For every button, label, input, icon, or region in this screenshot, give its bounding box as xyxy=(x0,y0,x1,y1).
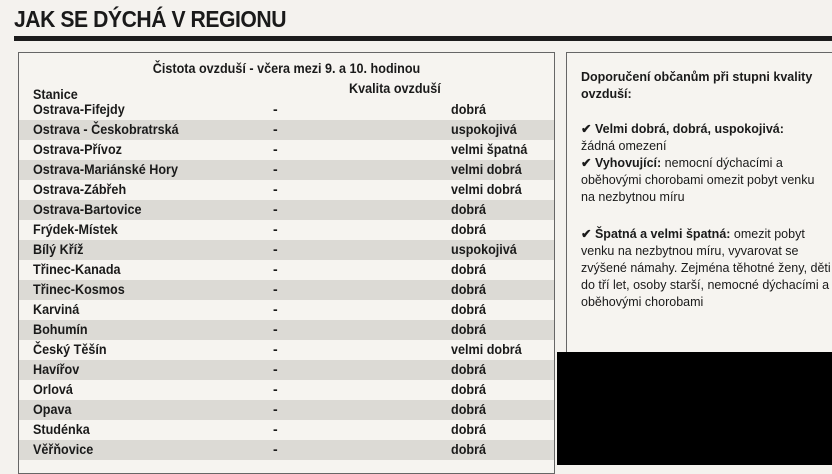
quality-value: velmi špatná xyxy=(451,141,528,157)
row-dash: - xyxy=(273,301,278,317)
recommendation-label: Špatná a velmi špatná: xyxy=(594,227,731,241)
quality-value: dobrá xyxy=(451,301,487,317)
quality-value: dobrá xyxy=(451,281,487,297)
station-name: Třinec-Kanada xyxy=(33,261,121,277)
quality-value: dobrá xyxy=(451,201,487,217)
recommendation-satisfactory xyxy=(581,155,831,206)
table-row xyxy=(19,220,554,240)
table-row xyxy=(19,140,554,160)
table-row xyxy=(19,340,554,360)
row-dash: - xyxy=(273,421,278,437)
station-name: Ostrava - Českobratrská xyxy=(33,121,179,137)
check-icon: ✔ xyxy=(581,122,592,136)
row-dash: - xyxy=(273,401,278,417)
quality-value: velmi dobrá xyxy=(451,161,522,177)
row-dash: - xyxy=(273,341,278,357)
row-dash: - xyxy=(273,281,278,297)
quality-value: dobrá xyxy=(451,401,487,417)
station-name: Ostrava-Mariánské Hory xyxy=(33,161,178,177)
recommendation-bad xyxy=(581,226,831,311)
quality-value: velmi dobrá xyxy=(451,341,522,357)
row-dash: - xyxy=(273,121,278,137)
row-dash: - xyxy=(273,101,278,117)
row-dash: - xyxy=(273,181,278,197)
quality-value: dobrá xyxy=(451,421,487,437)
row-dash: - xyxy=(273,221,278,237)
quality-value: dobrá xyxy=(451,441,487,457)
station-name: Český Těšín xyxy=(33,341,107,357)
quality-value: dobrá xyxy=(451,261,487,277)
station-name: Třinec-Kosmos xyxy=(33,281,125,297)
quality-value: dobrá xyxy=(451,381,487,397)
station-name: Bílý Kříž xyxy=(33,241,84,257)
row-dash: - xyxy=(273,161,278,177)
station-name: Ostrava-Bartovice xyxy=(33,201,142,217)
recommendation-label: Velmi dobrá, dobrá, uspokojivá: xyxy=(594,122,784,136)
recommendations-box xyxy=(566,52,832,353)
row-dash: - xyxy=(273,201,278,217)
table-row xyxy=(19,400,554,420)
station-name: Studénka xyxy=(33,421,90,437)
table-row xyxy=(19,420,554,440)
table-row xyxy=(19,240,554,260)
station-name: Ostrava-Přívoz xyxy=(33,141,122,157)
recommendation-label: Vyhovující: xyxy=(594,156,662,170)
table-row xyxy=(19,180,554,200)
recommendation-text: omezit pobyt venku na nezbytnou míru, vyvarovat se zvýšené námahy. Zejména těhotné ženy, děti do tří let, osoby starší, nemocné dýchacími a oběhovými chorobami xyxy=(581,227,831,309)
row-dash: - xyxy=(273,141,278,157)
headline-rule xyxy=(14,36,832,41)
station-name: Karviná xyxy=(33,301,80,317)
table-row xyxy=(19,380,554,400)
headline: JAK SE DÝCHÁ V REGIONU xyxy=(14,6,287,32)
check-icon: ✔ xyxy=(581,156,592,170)
quality-value: velmi dobrá xyxy=(451,181,522,197)
table-row xyxy=(19,200,554,220)
quality-value: dobrá xyxy=(451,361,487,377)
check-icon: ✔ xyxy=(581,227,592,241)
row-dash: - xyxy=(273,241,278,257)
quality-value: dobrá xyxy=(451,321,487,337)
redacted-area xyxy=(557,352,832,465)
station-name: Frýdek-Místek xyxy=(33,221,118,237)
table-row xyxy=(19,120,554,140)
table-row xyxy=(19,280,554,300)
station-name: Bohumín xyxy=(33,321,88,337)
table-row xyxy=(19,360,554,380)
station-name: Věřňovice xyxy=(33,441,94,457)
station-name: Ostrava-Fifejdy xyxy=(33,101,125,117)
recommendation-good xyxy=(581,121,831,155)
row-dash: - xyxy=(273,361,278,377)
table-row xyxy=(19,100,554,120)
station-name: Ostrava-Zábřeh xyxy=(33,181,127,197)
row-dash: - xyxy=(273,381,278,397)
air-quality-table xyxy=(18,52,555,474)
quality-value: uspokojivá xyxy=(451,241,517,257)
header-quality: Kvalita ovzduší xyxy=(349,80,441,96)
recommendation-text: nemocní dýchacími a oběhovými chorobami omezit pobyt venku na nezbytnou míru xyxy=(581,156,815,204)
quality-value: dobrá xyxy=(451,221,487,237)
recommendation-text: žádná omezení xyxy=(581,139,667,153)
station-name: Opava xyxy=(33,401,72,417)
table-rows xyxy=(19,100,554,460)
quality-value: uspokojivá xyxy=(451,121,517,137)
table-title: Čistota ovzduší - včera mezi 9. a 10. hodinou xyxy=(152,60,421,76)
row-dash: - xyxy=(273,321,278,337)
recommendations-heading: Doporučení občanům při stupni kvality ovzduší: xyxy=(581,70,813,101)
row-dash: - xyxy=(273,261,278,277)
station-name: Havířov xyxy=(33,361,80,377)
table-row xyxy=(19,160,554,180)
row-dash: - xyxy=(273,441,278,457)
quality-value: dobrá xyxy=(451,101,487,117)
table-row xyxy=(19,300,554,320)
table-row xyxy=(19,320,554,340)
station-name: Orlová xyxy=(33,381,73,397)
header-station: Stanice xyxy=(33,86,78,102)
table-row xyxy=(19,260,554,280)
table-row xyxy=(19,440,554,460)
